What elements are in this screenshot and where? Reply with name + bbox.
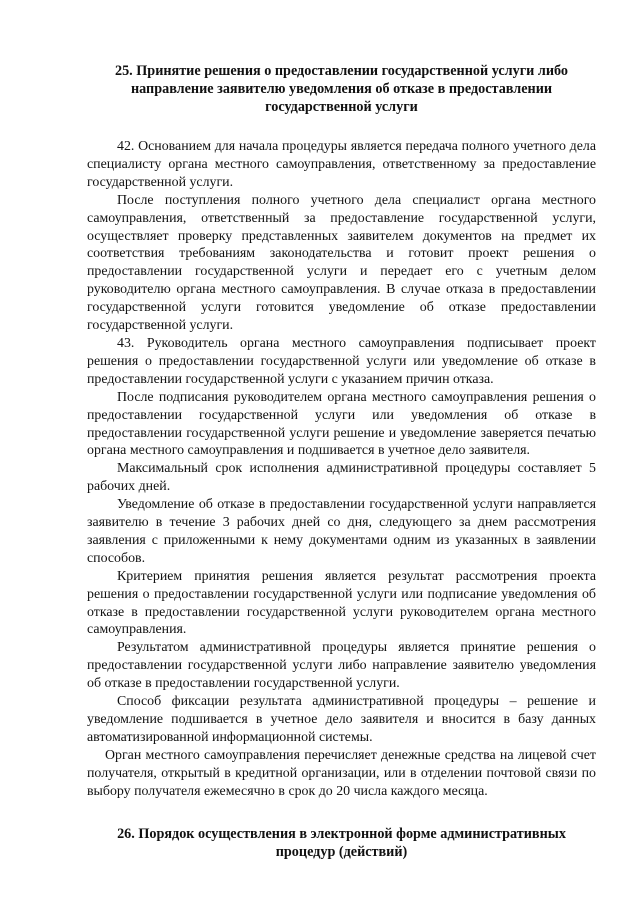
paragraph-result: Результатом административной процедуры является принятие решения о предоставлении государственной услуги либо направление заявителю уведомления об отказе в предоставлении государственной услуги. xyxy=(87,640,596,692)
paragraph-max-term: Максимальный срок исполнения административной процедуры составляет 5 рабочих дней. xyxy=(87,461,596,495)
paragraph-fixation: Способ фиксации результата административной процедуры – решение и уведомление подшивается в учетное дело заявителя и вносится в базу данных автоматизированной информационной системы. xyxy=(87,694,596,745)
paragraph-payment: Орган местного самоуправления перечисляет денежные средства на лицевой счет получателя, открытый в кредитной организации, или в отделении почтовой связи по выбору получателя ежемесячно в срок до 20 числа каждого месяца. xyxy=(87,747,596,799)
section-25-body xyxy=(87,138,596,801)
paragraph-review: После поступления полного учетного дела специалист органа местного самоуправления, ответственный за предоставление государственной услуги, осуществляет проверку представленных заявителем документов на предмет их соответствия требованиям законодательства и готовит проект решения о предоставлении государственной услуги и передает его с учетным делом руководителю органа местного самоуправления. В случае отказа в предоставлении государственной услуги готовится уведомление об отказе предоставлении государственной услуги. xyxy=(87,192,596,334)
document-page xyxy=(87,62,596,861)
section-26-heading: 26. Порядок осуществления в электронной форме административных процедур (действий) xyxy=(117,825,566,860)
paragraph-42: 42. Основанием для начала процедуры является передача полного учетного дела специалисту органа местного самоуправления, ответственному за предоставление государственной услуги. xyxy=(87,139,596,190)
paragraph-refusal-notice: Уведомление об отказе в предоставлении государственной услуги направляется заявителю в течение 3 рабочих дней со дня, следующего за днем рассмотрения заявления с приложенными к нему документами одним из указанных в заявлении способов. xyxy=(87,497,596,566)
paragraph-criterion: Критерием принятия решения является результат рассмотрения проекта решения о предоставлении государственной услуги или подписание уведомления об отказе в предоставлении государственной услуги руководителем органа местного самоуправления. xyxy=(87,568,596,638)
paragraph-43: 43. Руководитель органа местного самоуправления подписывает проект решения о предоставлении государственной услуги или уведомление об отказе в предоставлении государственной услуги с указанием причин отказа. xyxy=(87,335,596,387)
section-25-heading: 25. Принятие решения о предоставлении государственной услуги либо направление заявителю уведомления об отказе в предоставлении государственной услуги xyxy=(114,63,569,115)
paragraph-signing: После подписания руководителем органа местного самоуправления решения о предоставлении государственной услуги или уведомления об отказе в предоставлении государственной услуги решение и уведомление заверяется печатью органа местного самоуправления и подшивается в учетное дело заявителя. xyxy=(87,389,596,459)
